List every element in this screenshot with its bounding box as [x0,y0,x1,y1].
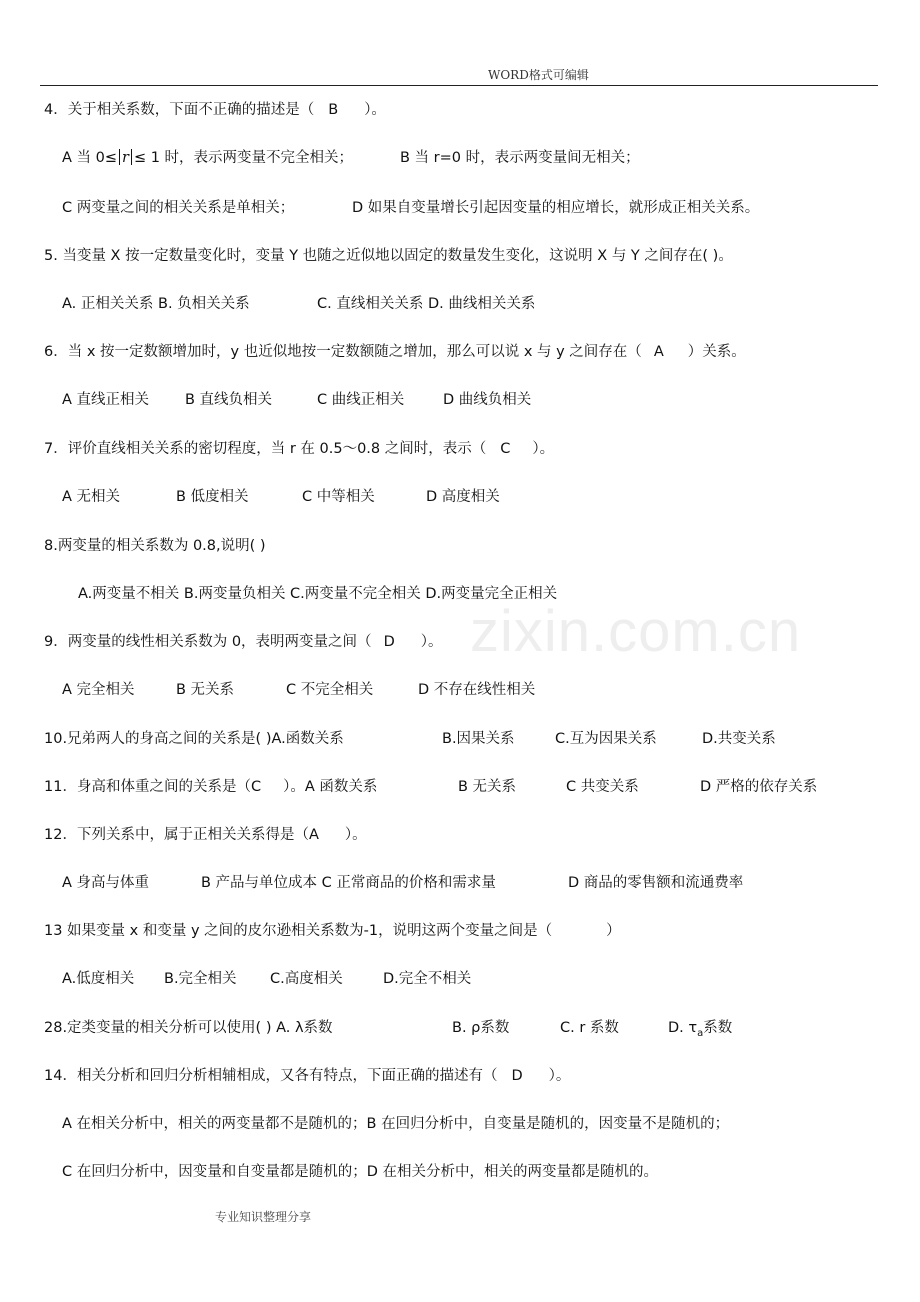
header-rule [40,85,878,86]
q14-options-cd: C 在回归分析中，因变量和自变量都是随机的；D 在相关分析中，相关的两变量都是随机的。 [62,1164,659,1180]
q7-option-b: B 低度相关 [176,489,249,505]
q13-option-b: B.完全相关 [164,971,237,987]
q4-option-c: C 两变量之间的相关关系是单相关； [62,200,295,216]
q7-option-c: C 中等相关 [302,489,375,505]
page-header: WORD格式可编辑 [488,68,589,82]
q4-answer: B [328,102,339,118]
q6-stem: 6．当 x 按一定数额增加时，y 也近似地按一定数额随之增加，那么可以说 x 与 y 之间存在（ A ）关系。 [44,344,746,360]
q10-option-c: C.互为因果关系 [555,731,657,747]
q28-option-b: B. ρ系数 [452,1020,510,1036]
q12-option-a: A 身高与体重 [62,875,150,891]
q13-stem: 13 如果变量 x 和变量 y 之间的皮尔逊相关系数为-1，说明这两个变量之间是（ ） [44,923,621,939]
q9-option-a: A 完全相关 [62,682,135,698]
q5-stem: 5. 当变量 X 按一定数量变化时，变量 Y 也随之近似地以固定的数量发生变化，这说明 X 与 Y 之间存在( )。 [44,248,733,264]
q11-stem: 11．身高和体重之间的关系是（C ）。A 函数关系 [44,779,378,795]
q13-option-a: A.低度相关 [62,971,135,987]
q7-stem: 7．评价直线相关关系的密切程度，当 r 在 0.5～0.8 之间时，表示（ C ）。 [44,441,555,457]
q13-option-c: C.高度相关 [270,971,343,987]
q8-stem: 8.两变量的相关系数为 0.8,说明( ) [44,538,266,554]
q8-options: A.两变量不相关 B.两变量负相关 C.两变量不完全相关 D.两变量完全正相关 [78,586,558,602]
q14-options-ab: A 在相关分析中，相关的两变量都不是随机的；B 在回归分析中，自变量是随机的，因变量不是随机的； [62,1116,730,1132]
q4-stem: 4．关于相关系数，下面不正确的描述是（ B ）。 [44,102,386,118]
q6-option-b: B 直线负相关 [185,392,273,408]
q11-option-c: C 共变关系 [566,779,639,795]
watermark: zixin.com.cn [470,599,802,664]
q11-option-d: D 严格的依存关系 [700,779,818,795]
q28-option-c: C. r 系数 [560,1020,619,1036]
q12-option-d: D 商品的零售额和流通费率 [568,875,744,891]
q6-option-d: D 曲线负相关 [443,392,532,408]
q9-stem: 9．两变量的线性相关系数为 0，表明两变量之间（ D ）。 [44,634,443,650]
q4-options-ab: A 当 0≤ r ≤ 1 时，表示两变量不完全相关； [62,150,354,166]
q5-options-ab: A. 正相关关系 B. 负相关关系 [62,296,250,312]
q6-answer: A [653,344,664,360]
q5-options-cd: C. 直线相关关系 D. 曲线相关关系 [317,296,536,312]
q9-option-b: B 无关系 [176,682,235,698]
q7-answer: C [500,441,511,457]
q11-answer: C [250,779,262,795]
q4-option-d: D 如果自变量增长引起因变量的相应增长，就形成正相关关系。 [352,200,760,216]
q9-answer: D [383,634,395,650]
page-footer: 专业知识整理分享 [215,1210,312,1224]
q10-option-b: B.因果关系 [442,731,515,747]
q12-stem: 12．下列关系中，属于正相关关系得是（A ）。 [44,827,367,843]
q28-stem: 28.定类变量的相关分析可以使用( ) A. λ系数 [44,1020,333,1036]
q10-option-d: D.共变关系 [702,731,776,747]
q4-option-b: B 当 r=0 时，表示两变量间无相关； [400,150,640,166]
q6-option-a: A 直线正相关 [62,392,150,408]
q9-option-d: D 不存在线性相关 [418,682,536,698]
q28-option-d: D. $\tau_a$系数 [668,1020,733,1039]
q9-option-c: C 不完全相关 [286,682,374,698]
q12-options-bc: B 产品与单位成本 C 正常商品的价格和需求量 [201,875,496,891]
q11-option-b: B 无关系 [458,779,517,795]
q14-stem: 14．相关分析和回归分析相辅相成，又各有特点，下面正确的描述有（ D ）。 [44,1068,571,1084]
q12-answer: A [308,827,319,843]
q13-option-d: D.完全不相关 [383,971,472,987]
q10-stem: 10.兄弟两人的身高之间的关系是( )A.函数关系 [44,731,344,747]
q14-answer: D [511,1068,523,1084]
q7-option-d: D 高度相关 [426,489,500,505]
q6-option-c: C 曲线正相关 [317,392,405,408]
q7-option-a: A 无相关 [62,489,121,505]
